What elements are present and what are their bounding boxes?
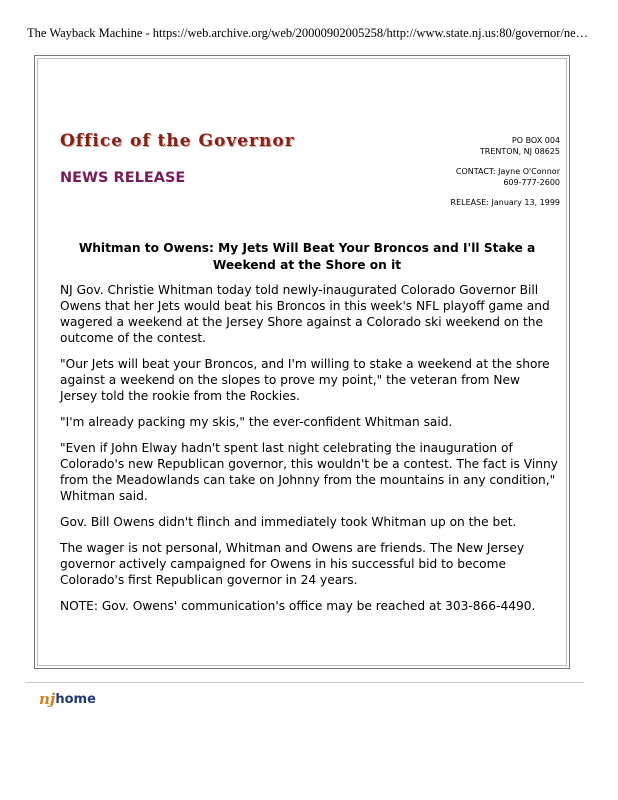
paragraph: NOTE: Gov. Owens' communication's office may be reached at 303-866-4490. (60, 599, 536, 613)
city-line: TRENTON, NJ 08625 (479, 146, 560, 156)
po-box: PO BOX 004 (511, 136, 560, 145)
office-title: Office of the Governor (60, 131, 295, 151)
release-date: RELEASE: January 13, 1999 (450, 198, 560, 207)
nj-home-link[interactable] (39, 688, 96, 708)
article-body (60, 282, 560, 624)
paragraph: "Even if John Elway hadn't spent last night celebrating the inauguration of Colorado's new Republican governor, this wouldn't be a contest. The fact is Vinny from the Meadowlands can take on Johnny from the mountains in any condition," Whitman said. (60, 441, 558, 503)
nj-logo: nj (39, 690, 56, 708)
paragraph: NJ Gov. Christie Whitman today told newly-inaugurated Colorado Governor Bill Owens that her Jets would beat his Broncos in this week's NFL playoff game and wagered a weekend at the Jersey Shore against a Colorado ski weekend on the outcome of the contest. (60, 283, 550, 345)
paragraph: Gov. Bill Owens didn't flinch and immediately took Whitman up on the bet. (60, 515, 517, 529)
contact-phone: 609-777-2600 (503, 177, 560, 187)
paragraph: "Our Jets will beat your Broncos, and I'm willing to stake a weekend at the shore against a weekend on the slopes to prove my point," the veteran from New Jersey told the rookie from the Rockies. (60, 357, 550, 403)
browser-title: The Wayback Machine - https://web.archive.org/web/20000902005258/http://www.state.nj.us:80/governor/ne… (27, 26, 589, 40)
footer-divider (26, 682, 584, 683)
contact-name: CONTACT: Jayne O'Connor (455, 167, 560, 176)
article-headline: Whitman to Owens: My Jets Will Beat Your Broncos and I'll Stake a Weekend at the Shore on it (78, 241, 536, 272)
paragraph: "I'm already packing my skis," the ever-confident Whitman said. (60, 415, 453, 429)
contact-block (400, 136, 560, 209)
news-release-label: NEWS RELEASE (60, 170, 186, 186)
paragraph: The wager is not personal, Whitman and Owens are friends. The New Jersey governor actively campaigned for Owens in his successful bid to become Colorado's first Republican governor in 24 years. (60, 541, 525, 587)
home-label: home (55, 692, 96, 707)
